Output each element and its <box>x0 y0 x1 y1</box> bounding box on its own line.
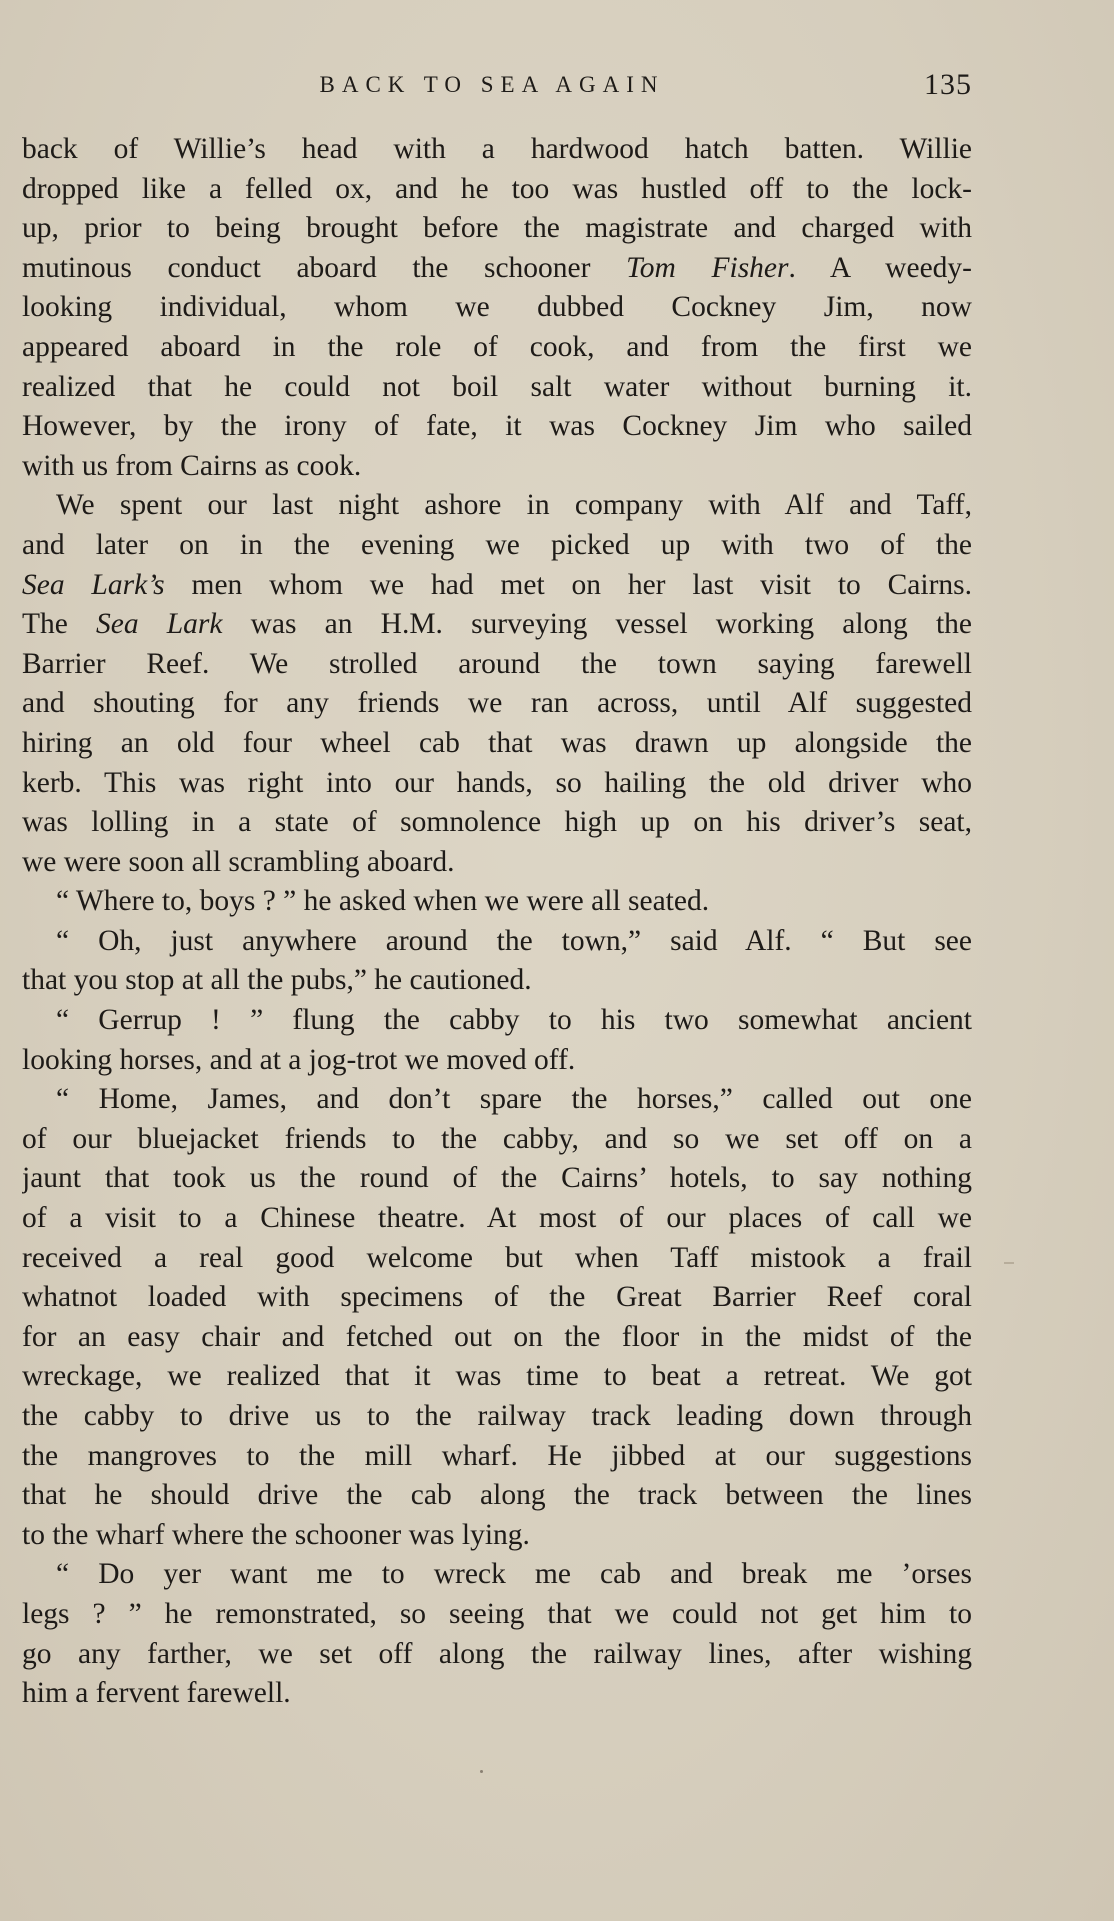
running-title: BACK TO SEA AGAIN <box>319 72 665 97</box>
text-line: to the wharf where the schooner was lying. <box>22 1518 530 1551</box>
paragraph <box>22 1080 972 1555</box>
page-number: 135 <box>924 68 972 101</box>
text-line: Barrier Reef. We strolled around the town saying farewell <box>22 647 972 680</box>
text-line: kerb. This was right into our hands, so hailing the old driver who <box>22 766 972 799</box>
text-line: received a real good welcome but when Taff mistook a frail <box>22 1241 972 1274</box>
body-text <box>22 130 972 1714</box>
text-line: was lolling in a state of somnolence high up on his driver’s seat, <box>22 806 972 839</box>
text-line: up, prior to being brought before the magistrate and charged with <box>22 212 972 245</box>
text-line: go any farther, we set off along the railway lines, after wishing <box>22 1637 972 1670</box>
text-line: “ Oh, just anywhere around the town,” said Alf. “ But see <box>56 924 972 957</box>
margin-mark <box>1004 1262 1014 1264</box>
text-line: dropped like a felled ox, and he too was hustled off to the lock- <box>22 172 972 205</box>
text-line: the mangroves to the mill wharf. He jibbed at our suggestions <box>22 1439 972 1472</box>
text-line: mutinous conduct aboard the schooner Tom Fisher. A weedy- <box>22 251 972 284</box>
paper-speck <box>480 1770 483 1773</box>
paragraph <box>22 882 972 922</box>
text-line: legs ? ” he remonstrated, so seeing that we could not get him to <box>22 1597 972 1630</box>
paragraph <box>22 922 972 1001</box>
text-line: jaunt that took us the round of the Cairns’ hotels, to say nothing <box>22 1162 972 1195</box>
text-line: and later on in the evening we picked up with two of the <box>22 528 972 561</box>
text-line: realized that he could not boil salt water without burning it. <box>22 370 972 403</box>
text-line: wreckage, we realized that it was time to beat a retreat. We got <box>22 1360 972 1393</box>
text-line: looking horses, and at a jog-trot we moved off. <box>22 1043 576 1076</box>
text-line: “ Home, James, and don’t spare the horses,” called out one <box>56 1083 972 1116</box>
text-line: whatnot loaded with specimens of the Great Barrier Reef coral <box>22 1281 972 1314</box>
text-line: We spent our last night ashore in company with Alf and Taff, <box>56 489 972 522</box>
text-line: Sea Lark’s men whom we had met on her last visit to Cairns. <box>22 568 972 601</box>
text-line: appeared aboard in the role of cook, and from the first we <box>22 330 972 363</box>
text-line: hiring an old four wheel cab that was drawn up alongside the <box>22 726 972 759</box>
text-line: for an easy chair and fetched out on the floor in the midst of the <box>22 1320 972 1353</box>
text-line: looking individual, whom we dubbed Cockney Jim, now <box>22 291 972 324</box>
text-line: and shouting for any friends we ran across, until Alf suggested <box>22 687 972 720</box>
text-line: “ Gerrup ! ” flung the cabby to his two somewhat ancient <box>56 1004 972 1037</box>
text-line: we were soon all scrambling aboard. <box>22 845 455 878</box>
running-header <box>22 68 972 108</box>
paragraph <box>22 130 972 486</box>
text-line: that you stop at all the pubs,” he cautioned. <box>22 964 532 997</box>
text-line: him a fervent farewell. <box>22 1677 291 1710</box>
text-line: with us from Cairns as cook. <box>22 449 362 482</box>
text-line: “ Do yer want me to wreck me cab and break me ’orses <box>56 1558 972 1591</box>
text-line: of our bluejacket friends to the cabby, and so we set off on a <box>22 1122 972 1155</box>
text-line: the cabby to drive us to the railway track leading down through <box>22 1400 972 1432</box>
text-line: back of Willie’s head with a hardwood hatch batten. Willie <box>22 133 972 165</box>
text-line: However, by the irony of fate, it was Cockney Jim who sailed <box>22 410 972 443</box>
text-line: The Sea Lark was an H.M. surveying vessel working along the <box>22 608 972 641</box>
text-line: “ Where to, boys ? ” he asked when we were all seated. <box>56 885 710 918</box>
text-line: that he should drive the cab along the track between the lines <box>22 1479 972 1512</box>
paragraph <box>22 1001 972 1080</box>
paragraph <box>22 1555 972 1713</box>
text-line: of a visit to a Chinese theatre. At most of our places of call we <box>22 1202 972 1235</box>
paragraph <box>22 486 972 882</box>
